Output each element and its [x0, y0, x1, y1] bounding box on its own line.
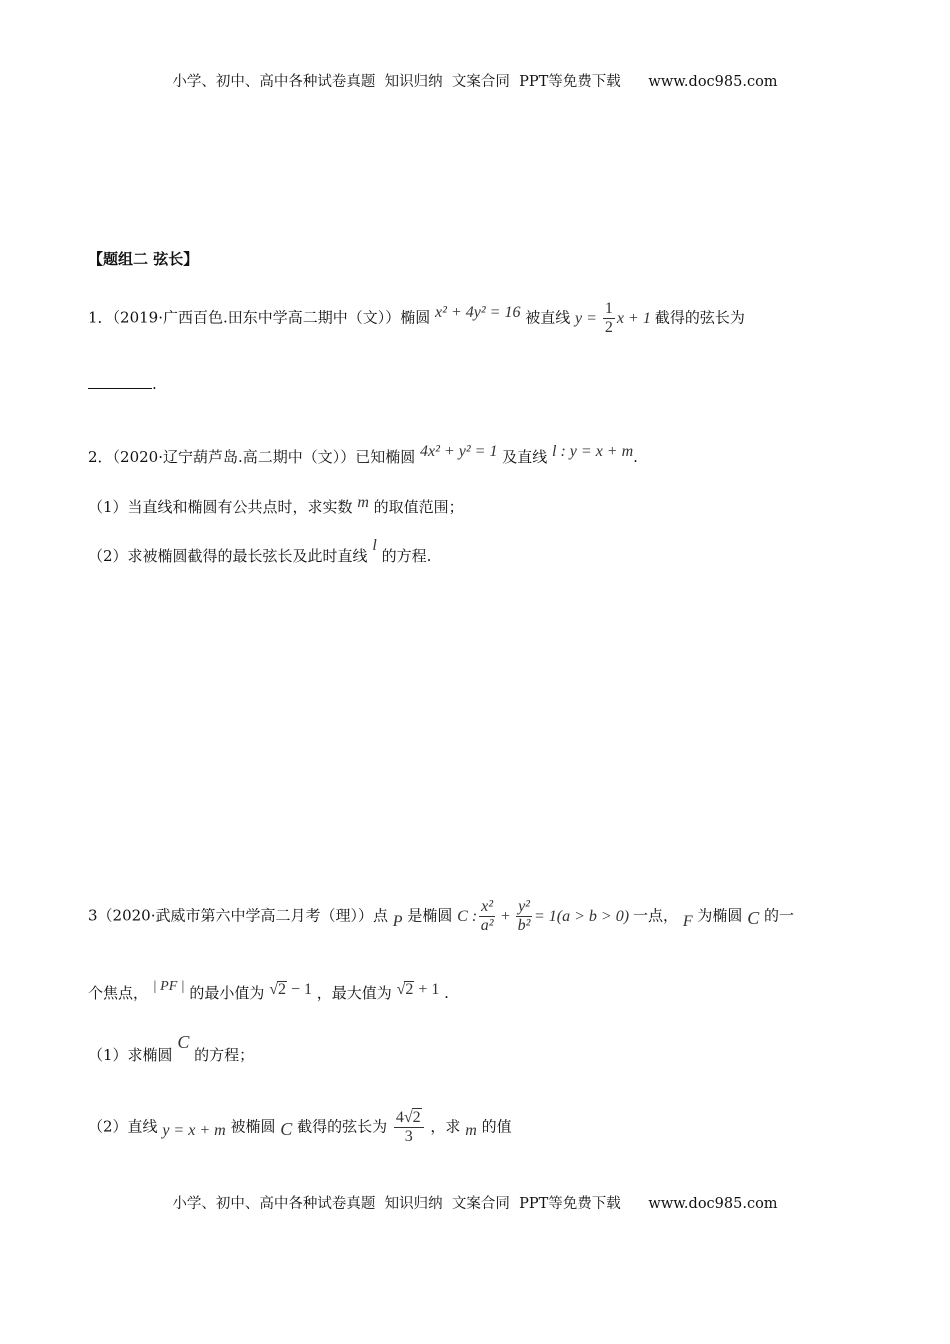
question-3-source: 3（2020·武威市第六中学高二月考（理））点 — [88, 906, 388, 925]
question-3-part-2: （2）直线 y = x + m 被椭圆 C 截得的弦长为 $\frac{4√2}{3}$ ，求 m 的值 — [88, 1109, 512, 1146]
page-header: 小学、初中、高中各种试卷真题 知识归纳 文案合同 PPT等免费下载 www.doc985.com — [172, 74, 778, 90]
question-2-part-2: （2）求被椭圆截得的最长弦长及此时直线 l 的方程. — [88, 537, 432, 565]
answer-blank — [88, 376, 152, 389]
question-1-source: （2019·广西百色.田东中学高二期中（文））椭圆 — [112, 308, 431, 327]
question-3-ellipse: C : $\frac{\text{x²}}{\text{a²}}$ + $\frac{\text{y²}}{\text{b²}}$ = 1(a > b > 0) — [457, 898, 630, 935]
question-2-number: 2． — [88, 448, 113, 466]
question-1-line-equation: y = $\frac{1}{2}$ x + 1 — [575, 300, 651, 337]
section-title: 【题组二 弦长】 — [88, 250, 199, 268]
question-1 — [88, 300, 745, 338]
question-2: 2．（2020·辽宁葫芦岛.高二期中（文））已知椭圆 4x² + y² = 1 及直线 l : y = x + m. — [88, 443, 638, 466]
question-2-source: （2020·辽宁葫芦岛.高二期中（文））已知椭圆 — [112, 448, 416, 466]
chord-length-fraction: $\frac{4√2}{3}$ — [394, 1108, 424, 1147]
question-1-tail: 截得的弦长为 — [654, 308, 745, 327]
max-value: √2 + 1 — [396, 981, 440, 998]
min-value: √2 − 1 — [269, 981, 312, 998]
question-3-line-2: 个焦点， | PF | 的最小值为 √2 − 1 ，最大值为 √2 + 1 . — [88, 979, 449, 1002]
question-1-ellipse: x² + 4y² = 16 — [435, 303, 521, 321]
question-1-answer-blank: . — [88, 376, 157, 392]
question-3-part-1: （1）求椭圆 C 的方程； — [88, 1032, 255, 1064]
page-footer: 小学、初中、高中各种试卷真题 知识归纳 文案合同 PPT等免费下载 www.doc985.com — [172, 1196, 778, 1212]
question-1-number: 1． — [88, 308, 113, 327]
question-2-ellipse: 4x² + y² = 1 — [420, 443, 498, 460]
question-3: 3（2020·武威市第六中学高二月考（理））点 P 是椭圆 C : $\frac{\text{x²}}{\text{a²}}$ + $\frac{\text{y²}}{\text{b²}}$ = 1(a > b > 0) 一点， F 为椭圆 C 的一 — [88, 898, 794, 935]
question-1-mid: 被直线 — [525, 308, 571, 327]
question-2-mid: 及直线 — [502, 448, 548, 466]
question-2-line: l : y = x + m — [552, 443, 634, 460]
question-2-part-1: （1）当直线和椭圆有公共点时，求实数 m 的取值范围； — [88, 494, 464, 516]
